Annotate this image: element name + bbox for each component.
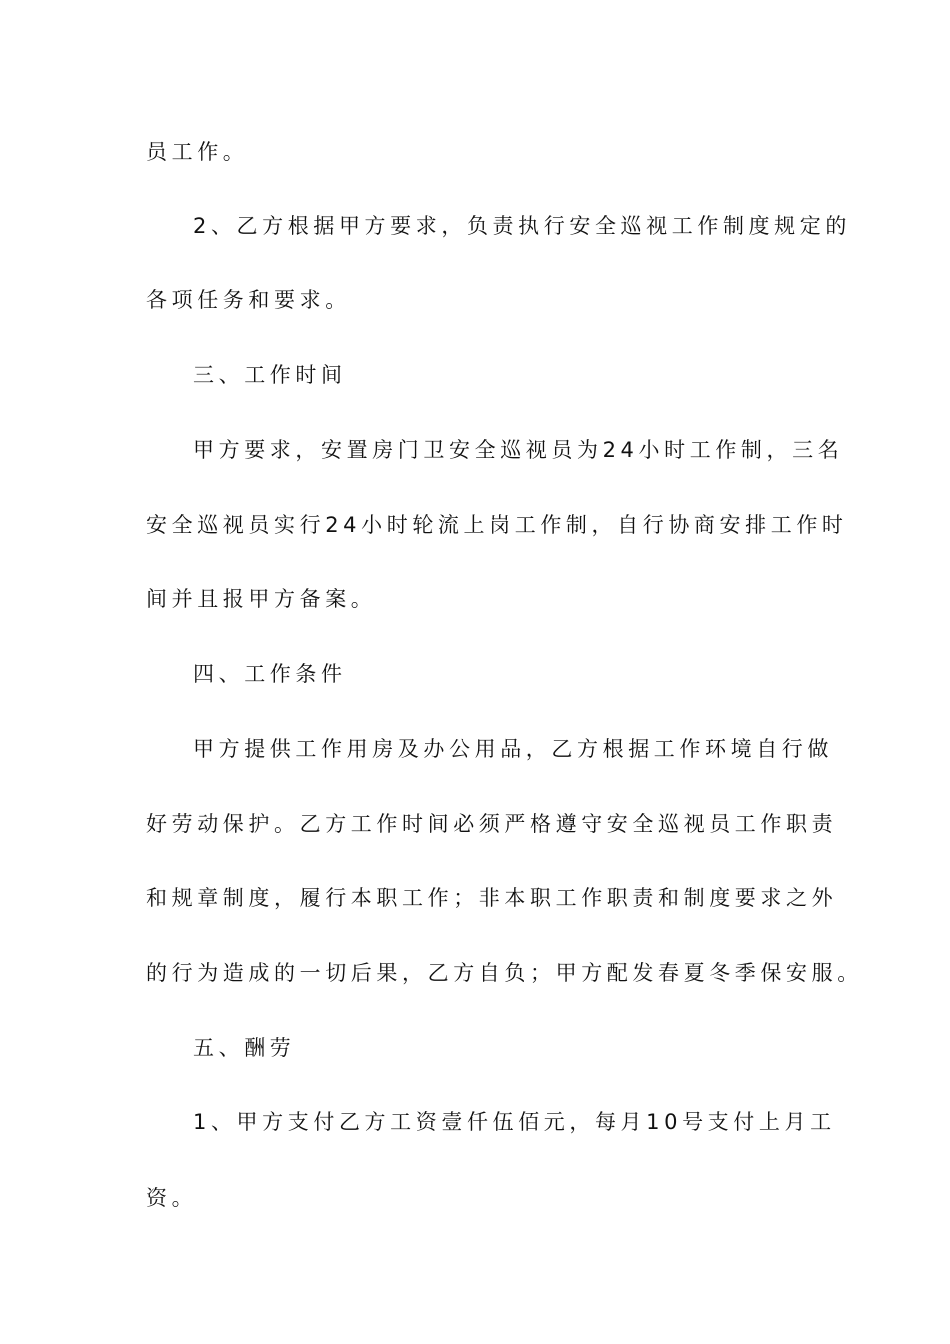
paragraph-line: 甲方提供工作用房及办公用品，乙方根据工作环境自行做 bbox=[193, 737, 833, 761]
paragraph-line: 资。 bbox=[146, 1186, 198, 1210]
paragraph-line: 的行为造成的一切后果，乙方自负；甲方配发春夏冬季保安服。 bbox=[146, 961, 863, 985]
paragraph-line: 2、乙方根据甲方要求，负责执行安全巡视工作制度规定的 bbox=[193, 214, 851, 238]
section-heading: 五、酬劳 bbox=[193, 1036, 296, 1060]
paragraph-line: 甲方要求，安置房门卫安全巡视员为24小时工作制，三名 bbox=[193, 438, 844, 462]
paragraph-line: 间并且报甲方备案。 bbox=[146, 587, 377, 611]
paragraph-line: 员工作。 bbox=[146, 140, 249, 164]
section-heading: 四、工作条件 bbox=[193, 662, 347, 686]
paragraph-line: 安全巡视员实行24小时轮流上岗工作制，自行协商安排工作时 bbox=[146, 513, 848, 537]
paragraph-line: 好劳动保护。乙方工作时间必须严格遵守安全巡视员工作职责 bbox=[146, 812, 838, 836]
paragraph-line: 各项任务和要求。 bbox=[146, 288, 351, 312]
section-heading: 三、工作时间 bbox=[193, 363, 347, 387]
paragraph-line: 1、甲方支付乙方工资壹仟伍佰元，每月10号支付上月工 bbox=[193, 1110, 836, 1134]
paragraph-line: 和规章制度，履行本职工作；非本职工作职责和制度要求之外 bbox=[146, 886, 838, 910]
